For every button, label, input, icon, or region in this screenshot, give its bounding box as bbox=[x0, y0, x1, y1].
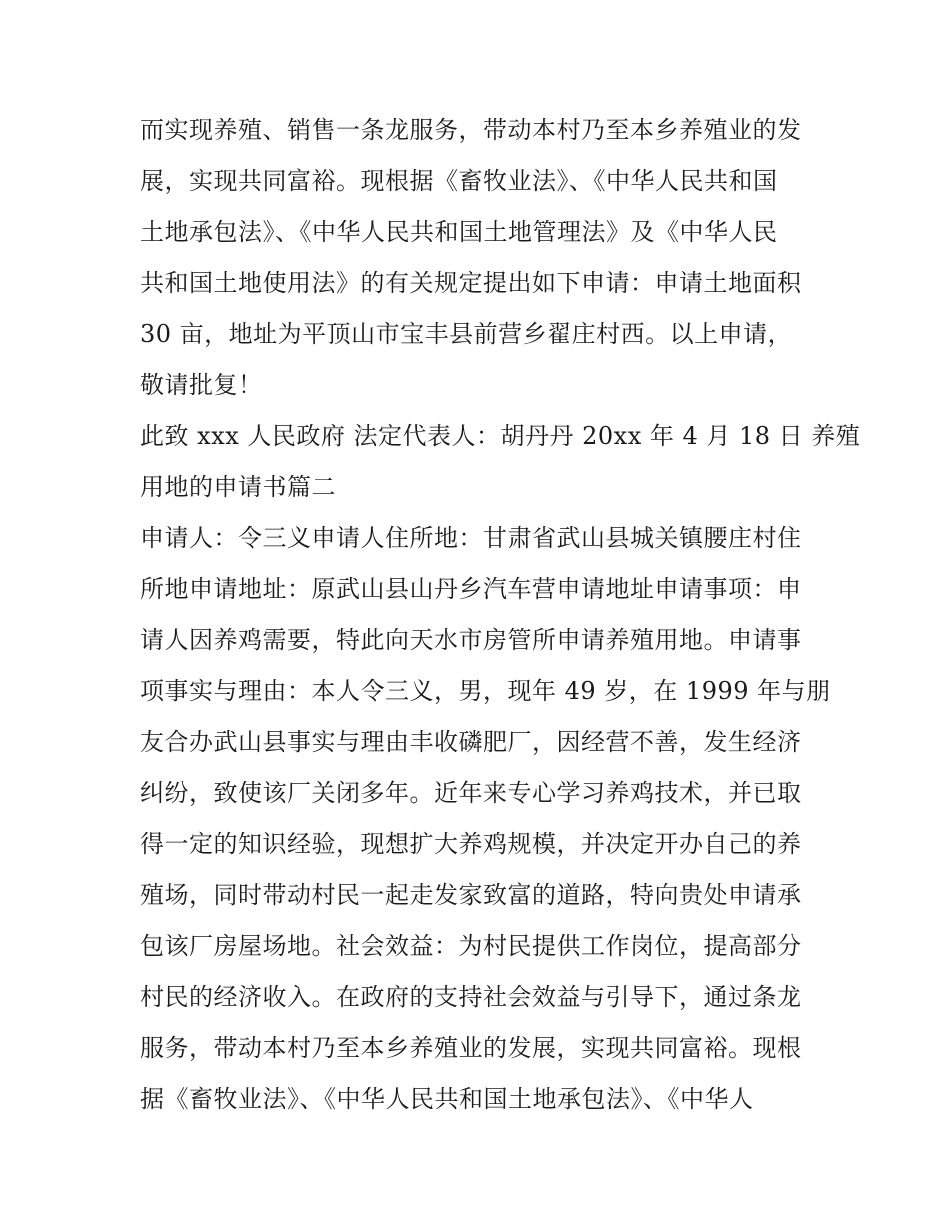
text-line: 据《畜牧业法》、《中华人民共和国土地承包法》、《中华人 bbox=[140, 1085, 754, 1113]
text-line: 殖场，同时带动村民一起走发家致富的道路，特向贵处申请承 bbox=[140, 881, 802, 909]
text-line: 此致 xxx 人民政府 法定代表人：胡丹丹 20xx 年 4 月 18 日 养殖 bbox=[140, 422, 861, 450]
section-heading-line: 用地的申请书篇二 bbox=[140, 473, 336, 501]
text-line: 30 亩，地址为平顶山市宝丰县前营乡翟庄村西。以上申请， bbox=[140, 320, 793, 348]
text-line: 村民的经济收入。在政府的支持社会效益与引导下，通过条龙 bbox=[140, 983, 802, 1011]
text-line: 敬请批复！ bbox=[140, 371, 263, 399]
text-line: 项事实与理由：本人令三义，男，现年 49 岁，在 1999 年与朋 bbox=[140, 677, 831, 705]
text-line: 服务，带动本村乃至本乡养殖业的发展，实现共同富裕。现根 bbox=[140, 1034, 802, 1062]
text-line: 共和国土地使用法》的有关规定提出如下申请：申请土地面积 bbox=[140, 269, 802, 297]
text-line: 申请人：令三义申请人住所地：甘肃省武山县城关镇腰庄村住 bbox=[140, 524, 802, 552]
text-line: 展，实现共同富裕。现根据《畜牧业法》、《中华人民共和国 bbox=[140, 167, 778, 195]
text-line: 而实现养殖、销售一条龙服务，带动本村乃至本乡养殖业的发 bbox=[140, 116, 802, 144]
text-line: 土地承包法》、《中华人民共和国土地管理法》及《中华人民 bbox=[140, 218, 778, 246]
text-line: 包该厂房屋场地。社会效益：为村民提供工作岗位，提高部分 bbox=[140, 932, 802, 960]
text-line: 请人因养鸡需要，特此向天水市房管所申请养殖用地。申请事 bbox=[140, 626, 802, 654]
text-line: 友合办武山县事实与理由丰收磷肥厂，因经营不善，发生经济 bbox=[140, 728, 802, 756]
text-line: 纠纷，致使该厂关闭多年。近年来专心学习养鸡技术，并已取 bbox=[140, 779, 802, 807]
text-line: 得一定的知识经验，现想扩大养鸡规模，并决定开办自己的养 bbox=[140, 830, 802, 858]
text-line: 所地申请地址：原武山县山丹乡汽车营申请地址申请事项：申 bbox=[140, 575, 802, 603]
